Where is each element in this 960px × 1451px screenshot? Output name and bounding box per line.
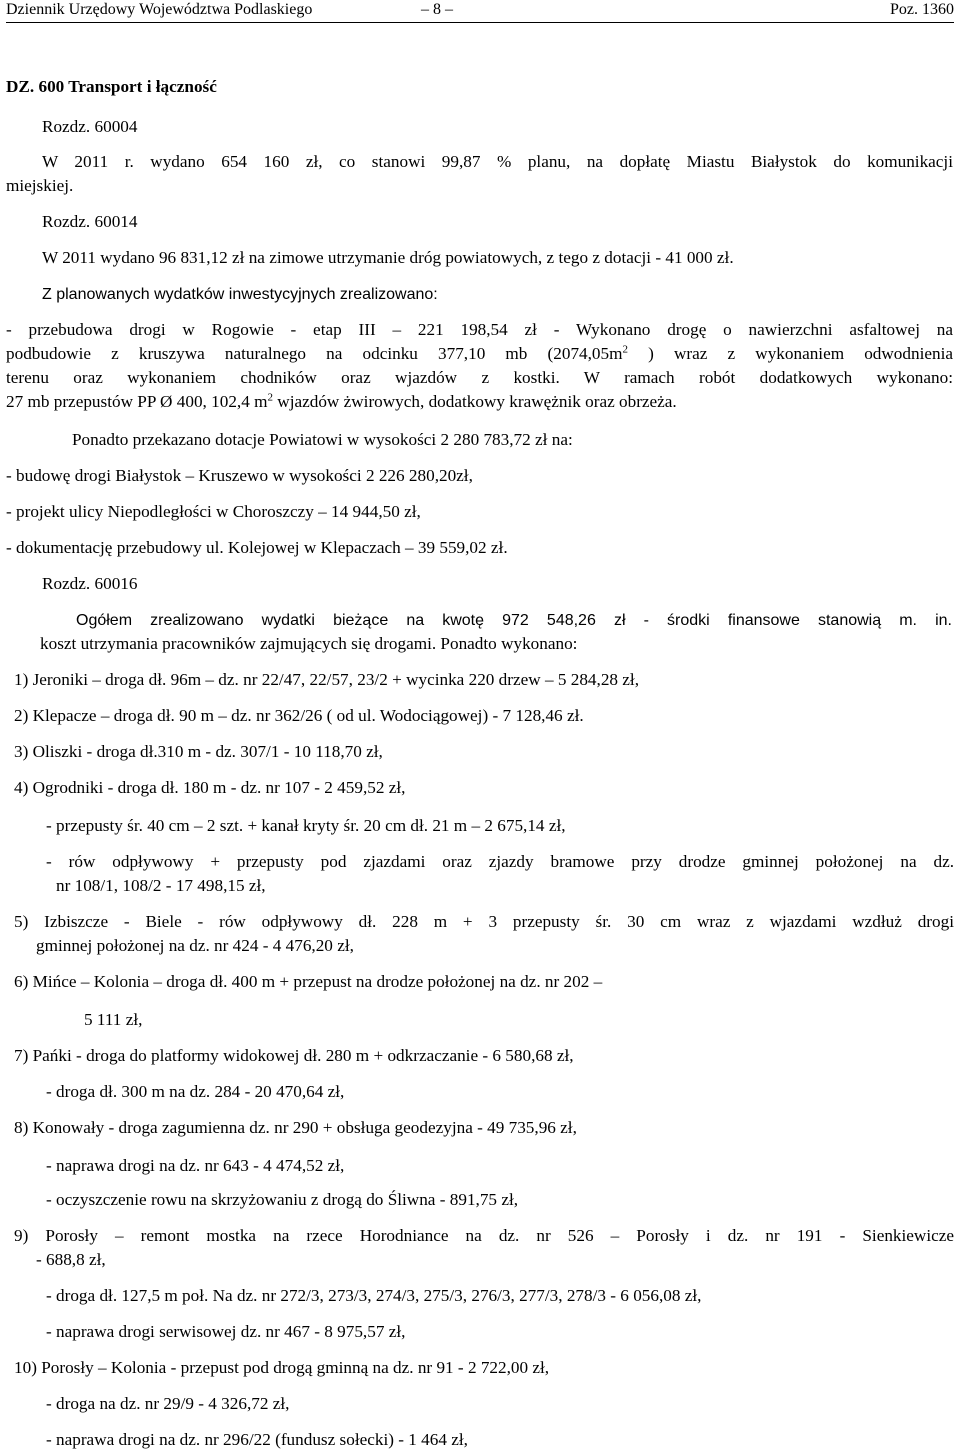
investment-paragraph-line4: 27 mb przepustów PP Ø 400, 102,4 $m^2$ wjazdów żwirowych, dodatkowy krawężnik oraz obrzeża. — [6, 391, 677, 411]
section-title: DZ. 600 Transport i łączność — [6, 77, 217, 96]
dotacje-item-3: - dokumentację przebudowy ul. Kolejowej w Klepaczach – 39 559,02 zł. — [6, 538, 508, 557]
list-item: 8) Konowały - droga zagumienna dz. nr 290 + obsługa geodezyjna - 49 735,96 zł, — [14, 1118, 577, 1137]
list-item: - naprawa drogi serwisowej dz. nr 467 - 8 975,57 zł, — [46, 1322, 406, 1341]
page-header — [6, 0, 954, 23]
journal-title: Dziennik Urzędowy Województwa Podlaskiego — [6, 1, 313, 18]
rozdz-60016-heading: Rozdz. 60016 — [42, 574, 138, 593]
rozdz-60016-intro-line2: koszt utrzymania pracowników zajmujących się drogami. Ponadto wykonano: — [40, 634, 578, 653]
list-item: - przepusty śr. 40 cm – 2 szt. + kanał kryty śr. 20 cm dł. 21 m – 2 675,14 zł, — [46, 816, 566, 835]
list-item: nr 108/1, 108/2 - 17 498,15 zł, — [56, 876, 266, 895]
list-item: - 688,8 zł, — [36, 1250, 106, 1269]
rozdz-60004-text-line2: miejskiej. — [6, 176, 74, 195]
list-item: 4) Ogrodniki - droga dł. 180 m - dz. nr 107 - 2 459,52 zł, — [14, 778, 406, 797]
list-item: - oczyszczenie rowu na skrzyżowaniu z drogą do Śliwna - 891,75 zł, — [46, 1190, 519, 1209]
list-item: 7) Pańki - droga do platformy widokowej dł. 280 m + odkrzaczanie - 6 580,68 zł, — [14, 1046, 574, 1065]
dotacje-item-2: - projekt ulicy Niepodległości w Choroszczy – 14 944,50 zł, — [6, 502, 421, 521]
rozdz-60014-winter-line: W 2011 wydano 96 831,12 zł na zimowe utrzymanie dróg powiatowych, z tego z dotacji - 41 000 zł. — [42, 248, 734, 267]
list-item: gminnej położonej na dz. nr 424 - 4 476,20 zł, — [36, 936, 354, 955]
list-item: - droga na dz. nr 29/9 - 4 326,72 zł, — [46, 1394, 290, 1413]
list-item: 1) Jeroniki – droga dł. 96m – dz. nr 22/47, 22/57, 23/2 + wycinka 220 drzew – 5 284,28 zł, — [14, 670, 640, 689]
list-item: 5) Izbiszcze - Biele - rów odpływowy dł. 228 m + 3 przepusty śr. 30 cm wraz z wjazdami wzdłuż drogi — [14, 912, 954, 931]
list-item: - droga dł. 300 m na dz. 284 - 20 470,64 zł, — [46, 1082, 345, 1101]
rozdz-60004-heading: Rozdz. 60004 — [42, 117, 138, 136]
dotacje-item-1: - budowę drogi Białystok – Kruszewo w wysokości 2 226 280,20zł, — [6, 466, 473, 485]
list-item: - naprawa drogi na dz. nr 643 - 4 474,52 zł, — [46, 1156, 345, 1175]
list-item: 5 111 zł, — [84, 1010, 143, 1029]
list-item: 9) Porosły – remont mostka na rzece Horodniance na dz. nr 526 – Porosły i dz. nr 191 - Sienkiewicze — [14, 1226, 954, 1245]
investment-paragraph-line3: terenu oraz wykonaniem chodników oraz wjazdów z kostki. W ramach robót dodatkowych wykonano: — [6, 368, 953, 387]
position-number: Poz. 1360 — [890, 1, 954, 18]
investment-intro: Z planowanych wydatków inwestycyjnych zrealizowano: — [42, 286, 438, 303]
rozdz-60014-heading: Rozdz. 60014 — [42, 212, 138, 231]
dotacje-intro: Ponadto przekazano dotacje Powiatowi w wysokości 2 280 783,72 zł na: — [72, 430, 573, 449]
rozdz-60016-intro-line1: Ogółem zrealizowano wydatki bieżące na kwotę 972 548,26 zł - środki finansowe stanowią m. in. — [76, 612, 952, 629]
list-item: - naprawa drogi na dz. nr 296/22 (fundusz sołecki) - 1 464 zł, — [46, 1430, 468, 1449]
list-item: 6) Mińce – Kolonia – droga dł. 400 m + przepust na drodze położonej na dz. nr 202 – — [14, 972, 603, 991]
page-number: – 8 – — [421, 1, 453, 18]
list-item: 3) Oliszki - droga dł.310 m - dz. 307/1 - 10 118,70 zł, — [14, 742, 383, 761]
list-item: - droga dł. 127,5 m poł. Na dz. nr 272/3, 273/3, 274/3, 275/3, 276/3, 277/3, 278/3 - 6 056,08 zł, — [46, 1286, 702, 1305]
investment-paragraph-line1: - przebudowa drogi w Rogowie - etap III – 221 198,54 zł - Wykonano drogę o nawierzchni asfaltowej na — [6, 320, 953, 339]
investment-paragraph-line2: podbudowie z kruszywa naturalnego na odcinku 377,10 mb ($2074,05m^2$ ) wraz z wykonaniem odwodnienia — [6, 343, 953, 363]
rozdz-60004-text-line1: W 2011 r. wydano 654 160 zł, co stanowi 99,87 % planu, na dopłatę Miastu Białystok do komunikacji — [42, 152, 953, 171]
list-item: 10) Porosły – Kolonia - przepust pod drogą gminną na dz. nr 91 - 2 722,00 zł, — [14, 1358, 550, 1377]
list-item: - rów odpływowy + przepusty pod zjazdami oraz zjazdy bramowe przy drodze gminnej położonej na dz. — [46, 852, 954, 871]
list-item: 2) Klepacze – droga dł. 90 m – dz. nr 362/26 ( od ul. Wodociągowej) - 7 128,46 zł. — [14, 706, 584, 725]
